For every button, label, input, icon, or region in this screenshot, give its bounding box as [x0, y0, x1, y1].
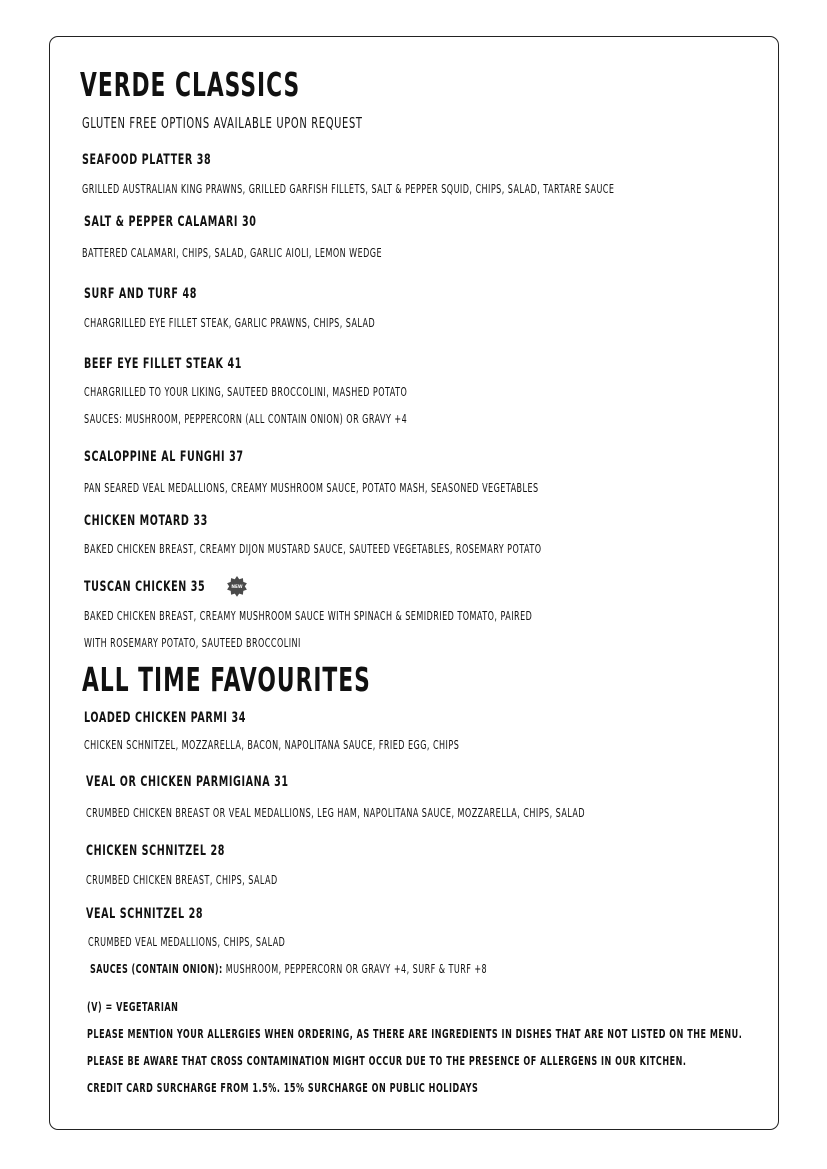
dish-desc-tuscan-chicken-line2: WITH ROSEMARY POTATO, SAUTEED BROCCOLINI	[84, 636, 301, 650]
section-heading-all-time-favourites: ALL TIME FAVOURITES	[82, 660, 371, 699]
gluten-free-note: GLUTEN FREE OPTIONS AVAILABLE UPON REQUEST	[82, 114, 363, 132]
sauces-label: SAUCES (CONTAIN ONION):	[90, 962, 223, 976]
dish-desc-loaded-chicken-parmi: CHICKEN SCHNITZEL, MOZZARELLA, BACON, NAPOLITANA SAUCE, FRIED EGG, CHIPS	[84, 738, 460, 752]
new-badge-label: NEW	[231, 584, 243, 590]
dish-name-parmigiana: VEAL OR CHICKEN PARMIGIANA 31	[86, 774, 289, 790]
dish-desc-veal-schnitzel: CRUMBED VEAL MEDALLIONS, CHIPS, SALAD	[88, 935, 286, 949]
surcharge-note: CREDIT CARD SURCHARGE FROM 1.5%. 15% SURCHARGE ON PUBLIC HOLIDAYS	[87, 1081, 479, 1095]
allergies-note: PLEASE MENTION YOUR ALLERGIES WHEN ORDERING, AS THERE ARE INGREDIENTS IN DISHES THAT ARE NOT LISTED ON THE MENU.	[87, 1027, 743, 1041]
dish-name-tuscan-chicken: TUSCAN CHICKEN 35	[84, 579, 206, 595]
dish-name-beef-eye-fillet: BEEF EYE FILLET STEAK 41	[84, 356, 242, 372]
sauces-line	[90, 963, 487, 975]
cross-contamination-note: PLEASE BE AWARE THAT CROSS CONTAMINATION MIGHT OCCUR DUE TO THE PRESENCE OF ALLERGENS IN OUR KITCHEN.	[87, 1054, 687, 1068]
new-badge-icon	[226, 575, 248, 597]
dish-desc-calamari: BATTERED CALAMARI, CHIPS, SALAD, GARLIC AIOLI, LEMON WEDGE	[82, 246, 383, 260]
dish-name-veal-schnitzel: VEAL SCHNITZEL 28	[86, 906, 204, 922]
dish-name-seafood-platter: SEAFOOD PLATTER 38	[82, 152, 212, 168]
dish-desc-chicken-schnitzel: CRUMBED CHICKEN BREAST, CHIPS, SALAD	[86, 873, 278, 887]
dish-name-surf-and-turf: SURF AND TURF 48	[84, 286, 197, 302]
dish-desc-seafood-platter: GRILLED AUSTRALIAN KING PRAWNS, GRILLED GARFISH FILLETS, SALT & PEPPER SQUID, CHIPS, SALAD, TARTARE SAUCE	[82, 182, 615, 196]
dish-desc-surf-and-turf: CHARGRILLED EYE FILLET STEAK, GARLIC PRAWNS, CHIPS, SALAD	[84, 316, 376, 330]
dish-desc-chicken-motard: BAKED CHICKEN BREAST, CREAMY DIJON MUSTARD SAUCE, SAUTEED VEGETABLES, ROSEMARY POTATO	[84, 542, 542, 556]
dish-desc-beef-eye-fillet: CHARGRILLED TO YOUR LIKING, SAUTEED BROCCOLINI, MASHED POTATO	[84, 385, 408, 399]
dish-name-chicken-schnitzel: CHICKEN SCHNITZEL 28	[86, 843, 226, 859]
vegetarian-note: (V) = VEGETARIAN	[87, 1000, 179, 1014]
dish-name-scaloppine: SCALOPPINE AL FUNGHI 37	[84, 449, 244, 465]
dish-sauces-beef-eye-fillet: SAUCES: MUSHROOM, PEPPERCORN (ALL CONTAIN ONION) OR GRAVY +4	[84, 412, 408, 426]
dish-desc-tuscan-chicken-line1: BAKED CHICKEN BREAST, CREAMY MUSHROOM SAUCE WITH SPINACH & SEMIDRIED TOMATO, PAIRED	[84, 609, 533, 623]
dish-name-calamari: SALT & PEPPER CALAMARI 30	[84, 214, 257, 230]
section-heading-verde-classics: VERDE CLASSICS	[80, 65, 301, 104]
dish-desc-parmigiana: CRUMBED CHICKEN BREAST OR VEAL MEDALLIONS, LEG HAM, NAPOLITANA SAUCE, MOZZARELLA, CHIPS, SALAD	[86, 806, 586, 820]
dish-desc-scaloppine: PAN SEARED VEAL MEDALLIONS, CREAMY MUSHROOM SAUCE, POTATO MASH, SEASONED VEGETABLES	[84, 481, 539, 495]
dish-name-chicken-motard: CHICKEN MOTARD 33	[84, 513, 208, 529]
dish-name-loaded-chicken-parmi: LOADED CHICKEN PARMI 34	[84, 710, 247, 726]
sauces-options: MUSHROOM, PEPPERCORN OR GRAVY +4, SURF & TURF +8	[222, 962, 488, 976]
